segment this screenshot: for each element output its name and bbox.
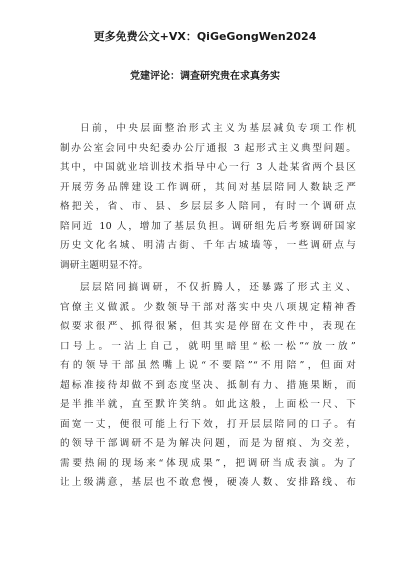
text-line: 格把关，省、市、县、乡层层多人陪同，有时一个调研点 [60,201,356,212]
text-line: 官僚主义做派。少数领导干部对落实中央八项规定精神香 [60,301,356,313]
text-line: 历史文化名城、明清古街、千年古城墙等，一些调研点与 [60,240,356,251]
text-line: 似要求很严、抓得很紧，但其实是停留在文件中，表现在 [60,321,356,332]
text-line: 是半推半就，直至默许笑纳。如此这般，上面松一尺、下 [60,399,356,410]
article-title: 党建评论：调查研究贵在求真务实 [130,71,280,82]
text-line: 面宽一丈，便很可能上行下效，打开层层陪同的口子。有 [60,418,356,430]
text-line: 需要热闹的现场来“体现成果”，把调研当成表演。为了 [60,457,356,469]
text-line: 陪同近 10 人，增加了基层负担。调研组先后考察调研国家 [60,220,356,232]
text-line: 有的领导干部虽然嘴上说“不要陪”“不用陪”，但面对 [60,360,356,371]
page-header: 更多免费公文+VX：QiGeGongWen2024 [93,30,317,43]
text-line: 其中，中国就业培训技术指导中心一行 3 人赴某省两个县区 [60,162,356,173]
text-line: 调研主题明显不符。 [60,259,149,271]
paragraph-2 [60,278,356,493]
text-line: 让上级满意，基层也不敢怠慢，硬凑人数、安排路线、布 [60,477,356,488]
article-body [60,119,356,493]
text-line: 口号上。一沾上自己，就明里暗里“松一松”“放一放” [60,340,356,352]
text-line: 开展劳务品牌建设工作调研，其间对基层陪同人数缺乏严 [60,181,356,193]
text-line: 层层陪同搞调研，不仅折腾人，还暴露了形式主义、 [80,282,356,293]
text-line: 日前，中央层面整治形式主义为基层减负专项工作机 [80,123,356,134]
text-line: 制办公室会同中央纪委办公厅通报 3 起形式主义典型问题。 [60,142,356,154]
text-line: 超标准接待却做不到态度坚决、抵制有力、措施果断，而 [60,379,356,391]
paragraph-1 [60,119,356,275]
text-line: 的领导干部调研不是为解决问题，而是为留痕、为交差， [60,438,356,449]
